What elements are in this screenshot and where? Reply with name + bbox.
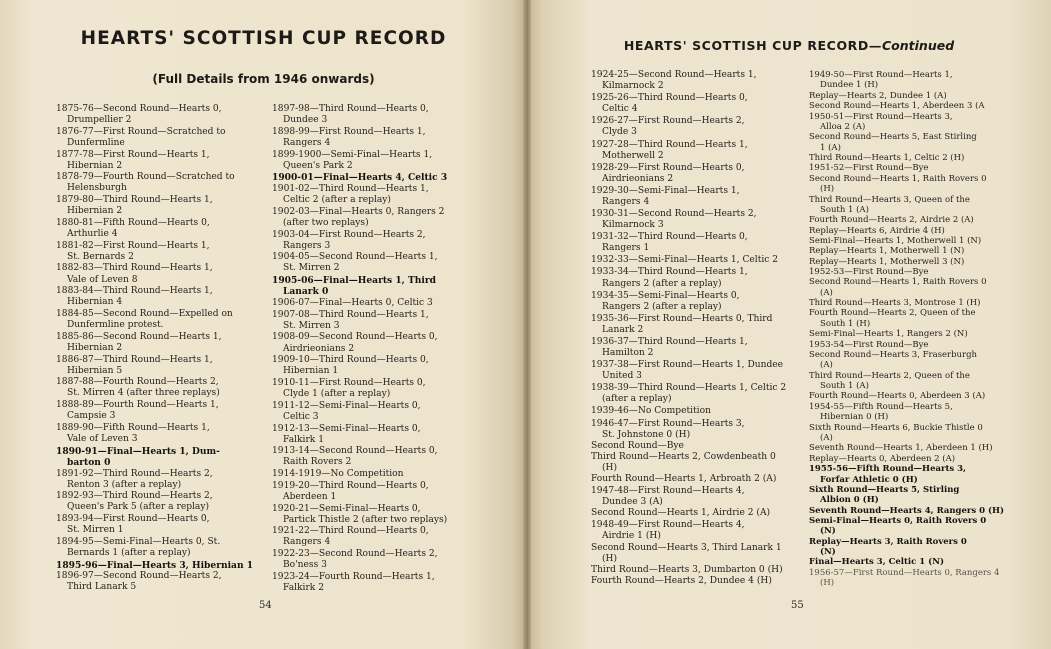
entry-line: 1886-87—Third Round—Hearts 1, bbox=[56, 354, 213, 365]
entry-line: 1934-35—Semi-Final—Hearts 0, bbox=[591, 290, 740, 301]
entry-line: Clyde 1 (after a replay) bbox=[283, 389, 391, 400]
season-entry bbox=[809, 163, 1049, 266]
title-continued-label: Continued bbox=[882, 38, 955, 53]
entry-line: Hamilton 2 bbox=[602, 348, 654, 359]
entry-line: 1894-95—Semi-Final—Hearts 0, St. bbox=[56, 536, 221, 547]
season-entry bbox=[591, 337, 803, 359]
season-entry bbox=[272, 172, 512, 183]
season-entry bbox=[272, 252, 512, 274]
entry-line: Falkirk 2 bbox=[283, 583, 324, 593]
entry-line: Queen's Park 2 bbox=[283, 160, 353, 171]
entry-line: St. Mirren 3 bbox=[283, 320, 340, 331]
season-entry bbox=[591, 486, 803, 519]
entry-line: 1922-23—Second Round—Hearts 2, bbox=[272, 549, 438, 560]
entry-line: Second Round—Hearts 3, Fraserburgh bbox=[809, 350, 977, 361]
entry-line: Semi-Final—Hearts 1, Rangers 2 (N) bbox=[809, 329, 968, 340]
entry-line: Celtic 2 (after a replay) bbox=[283, 195, 391, 206]
entry-line: Helensburgh bbox=[67, 183, 127, 194]
entry-line: Rangers 1 bbox=[602, 243, 650, 254]
right-column-1 bbox=[591, 70, 803, 588]
season-entry bbox=[56, 332, 266, 354]
entry-line: 1875-76—Second Round—Hearts 0, bbox=[56, 104, 222, 114]
entry-line: 1950-51—First Round—Hearts 3, bbox=[809, 111, 953, 122]
season-entry bbox=[56, 218, 266, 240]
entry-line: Dundee 3 (A) bbox=[602, 497, 663, 508]
entry-line: South 1 (A) bbox=[820, 204, 869, 215]
season-entry bbox=[272, 332, 512, 354]
entry-line: 1951-52—First Round—Bye bbox=[809, 163, 929, 174]
season-entry bbox=[56, 537, 266, 559]
entry-line: Rangers 4 bbox=[283, 137, 331, 148]
season-entry bbox=[272, 572, 512, 594]
entry-line: 1920-21—Semi-Final—Hearts 0, bbox=[272, 503, 421, 514]
entry-line: Arthurlie 4 bbox=[67, 229, 118, 239]
season-entry bbox=[56, 263, 266, 285]
entry-line: St. Johnstone 0 (H) bbox=[602, 429, 691, 440]
page-subtitle: (Full Details from 1946 onwards) bbox=[152, 72, 375, 86]
season-entry bbox=[56, 286, 266, 308]
season-entry bbox=[591, 520, 803, 587]
entry-line: 1899-1900—Semi-Final—Hearts 1, bbox=[272, 149, 433, 160]
entry-line: Fourth Round—Hearts 2, Airdrie 2 (A) bbox=[809, 215, 974, 226]
entry-line: Kilmarnock 2 bbox=[602, 81, 664, 92]
season-entry bbox=[809, 568, 1049, 589]
season-entry bbox=[56, 491, 266, 513]
season-entry bbox=[809, 464, 1049, 567]
entry-line: Airdrie 1 (H) bbox=[602, 531, 661, 542]
right-column-2 bbox=[809, 70, 1049, 589]
entry-line: Replay—Hearts 1, Motherwell 3 (N) bbox=[809, 256, 965, 267]
entry-line: Fourth Round—Hearts 0, Aberdeen 3 (A) bbox=[809, 391, 986, 402]
entry-line: 1885-86—Second Round—Hearts 1, bbox=[56, 331, 222, 342]
entry-line: 1906-07—Final—Hearts 0, Celtic 3 bbox=[272, 297, 433, 308]
season-entry bbox=[272, 184, 512, 206]
season-entry bbox=[591, 163, 803, 185]
entry-line: 1904-05—Second Round—Hearts 1, bbox=[272, 252, 438, 263]
entry-line: 1878-79—Fourth Round—Scratched to bbox=[56, 172, 235, 183]
entry-line: 1902-03—Final—Hearts 0, Rangers 2 bbox=[272, 206, 445, 217]
entry-line: 1937-38—First Round—Hearts 1, Dundee bbox=[591, 360, 784, 371]
season-entry bbox=[272, 446, 512, 468]
season-entry bbox=[56, 150, 266, 172]
entry-line: Fourth Round—Hearts 1, Arbroath 2 (A) bbox=[591, 474, 777, 485]
entry-line: 1954-55—Fifth Round—Hearts 5, bbox=[809, 401, 953, 412]
entry-line: (H) bbox=[820, 184, 835, 195]
season-entry bbox=[56, 309, 266, 331]
season-entry bbox=[56, 195, 266, 217]
entry-line: Hibernian 4 bbox=[67, 297, 123, 308]
entry-line: Third Round—Hearts 3, Montrose 1 (H) bbox=[809, 298, 981, 309]
entry-line: Renton 3 (after a replay) bbox=[67, 479, 182, 490]
entry-line: Sixth Round—Hearts 5, Stirling bbox=[809, 484, 960, 495]
entry-line: Final—Hearts 3, Celtic 1 (N) bbox=[809, 557, 944, 568]
entry-line: Rangers 3 bbox=[283, 240, 331, 251]
entry-line: 1897-98—Third Round—Hearts 0, bbox=[272, 104, 429, 114]
entry-line: 1929-30—Semi-Final—Hearts 1, bbox=[591, 185, 740, 196]
entry-line: 1948-49—First Round—Hearts 4, bbox=[591, 520, 745, 531]
season-entry bbox=[272, 401, 512, 423]
entry-line: Queen's Park 5 (after a replay) bbox=[67, 502, 210, 513]
entry-line: 1914-1919—No Competition bbox=[272, 469, 404, 480]
season-entry bbox=[56, 571, 266, 593]
entry-line: St. Bernards 2 bbox=[67, 251, 134, 262]
entry-line: Albion 0 (H) bbox=[820, 495, 879, 506]
entry-line: 1888-89—Fourth Round—Hearts 1, bbox=[56, 400, 219, 411]
entry-line: Partick Thistle 2 (after two replays) bbox=[283, 514, 448, 525]
page-number: 55 bbox=[791, 600, 804, 611]
entry-line: 1896-97—Second Round—Hearts 2, bbox=[56, 571, 222, 582]
entry-line: (H) bbox=[602, 462, 618, 473]
entry-line: Second Round—Bye bbox=[591, 440, 684, 451]
season-entry bbox=[56, 241, 266, 263]
entry-line: 1907-08—Third Round—Hearts 1, bbox=[272, 309, 429, 320]
entry-line: Hibernian 2 bbox=[67, 160, 123, 171]
entry-line: 1880-81—Fifth Round—Hearts 0, bbox=[56, 217, 210, 228]
entry-line: Third Round—Hearts 3, Dumbarton 0 (H) bbox=[591, 564, 783, 575]
entry-line: 1927-28—Third Round—Hearts 1, bbox=[591, 139, 748, 150]
entry-line: Airdrieonians 2 bbox=[283, 343, 355, 354]
entry-line: Seventh Round—Hearts 1, Aberdeen 1 (H) bbox=[809, 443, 993, 454]
entry-line: 1895-96—Final—Hearts 3, Hibernian 1 bbox=[56, 559, 254, 571]
entry-line: South 1 (H) bbox=[820, 318, 871, 329]
entry-line: United 3 bbox=[602, 371, 642, 382]
season-entry bbox=[56, 377, 266, 399]
entry-line: Hibernian 5 bbox=[67, 365, 123, 376]
entry-line: (H) bbox=[820, 578, 835, 589]
entry-line: Airdrieonians 2 bbox=[602, 173, 674, 184]
season-entry bbox=[56, 469, 266, 491]
entry-line: Hibernian 2 bbox=[67, 342, 123, 353]
season-entry bbox=[591, 116, 803, 138]
entry-line: Second Round—Hearts 1, Aberdeen 3 (A bbox=[809, 101, 985, 112]
entry-line: 1893-94—First Round—Hearts 0, bbox=[56, 514, 210, 525]
entry-line: Semi-Final—Hearts 1, Motherwell 1 (N) bbox=[809, 235, 982, 246]
entry-line: Celtic 3 bbox=[283, 411, 319, 422]
entry-line: 1956-57—First Round—Hearts 0, Rangers 4 bbox=[809, 567, 1000, 578]
entry-line: 1905-06—Final—Hearts 1, Third bbox=[272, 275, 436, 287]
season-entry bbox=[272, 424, 512, 446]
entry-line: 1946-47—First Round—Hearts 3, bbox=[591, 418, 745, 429]
entry-line: 1952-53—First Round—Bye bbox=[809, 267, 929, 278]
entry-line: (A) bbox=[820, 287, 833, 298]
season-entry bbox=[591, 291, 803, 313]
entry-line: 1883-84—Third Round—Hearts 1, bbox=[56, 286, 213, 297]
entry-line: (N) bbox=[820, 546, 836, 557]
entry-line: 1939-46—No Competition bbox=[591, 406, 711, 417]
entry-line: Vale of Leven 8 bbox=[67, 274, 138, 285]
entry-line: 1901-02—Third Round—Hearts 1, bbox=[272, 184, 429, 195]
season-entry bbox=[809, 267, 1049, 339]
entry-line: 1892-93—Third Round—Hearts 2, bbox=[56, 491, 213, 502]
entry-line: Vale of Leven 3 bbox=[67, 434, 138, 445]
entry-line: Dundee 1 (H) bbox=[820, 80, 879, 91]
entry-line: Fourth Round—Hearts 2, Dundee 4 (H) bbox=[591, 575, 772, 586]
entry-line: Dundee 3 bbox=[283, 115, 328, 126]
season-entry bbox=[56, 400, 266, 422]
entry-line: 1947-48—First Round—Hearts 4, bbox=[591, 486, 745, 497]
entry-line: Third Round—Hearts 2, Queen of the bbox=[809, 370, 970, 381]
entry-line: 1932-33—Semi-Final—Hearts 1, Celtic 2 bbox=[591, 255, 779, 266]
season-entry bbox=[591, 70, 803, 92]
entry-line: Kilmarnock 3 bbox=[602, 220, 664, 231]
entry-line: Third Round—Hearts 1, Celtic 2 (H) bbox=[809, 152, 965, 163]
entry-line: Replay—Hearts 3, Raith Rovers 0 bbox=[809, 536, 967, 547]
entry-line: 1949-50—First Round—Hearts 1, bbox=[809, 70, 953, 80]
season-entry bbox=[56, 514, 266, 536]
entry-line: (A) bbox=[820, 432, 833, 443]
entry-line: 1936-37—Third Round—Hearts 1, bbox=[591, 336, 748, 347]
entry-line: Aberdeen 1 bbox=[283, 491, 337, 502]
entry-line: (H) bbox=[602, 553, 618, 564]
entry-line: Forfar Athletic 0 (H) bbox=[820, 474, 918, 485]
entry-line: 1903-04—First Round—Hearts 2, bbox=[272, 229, 426, 240]
entry-line: Rangers 2 (after a replay) bbox=[602, 301, 722, 312]
title-main: HEARTS' SCOTTISH CUP RECORD— bbox=[623, 38, 882, 53]
entry-line: 1926-27—First Round—Hearts 2, bbox=[591, 116, 745, 127]
entry-line: 1953-54—First Round—Bye bbox=[809, 339, 929, 350]
entry-line: Second Round—Hearts 3, Third Lanark 1 bbox=[591, 542, 782, 553]
entry-line: Replay—Hearts 2, Dundee 1 (A) bbox=[809, 90, 947, 101]
entry-line: (after a replay) bbox=[602, 394, 672, 405]
season-entry bbox=[272, 378, 512, 400]
season-entry bbox=[591, 314, 803, 336]
entry-line: Hibernian 1 bbox=[283, 366, 339, 377]
season-entry bbox=[56, 423, 266, 445]
entry-line: 1879-80—Third Round—Hearts 1, bbox=[56, 195, 213, 206]
entry-line: 1889-90—Fifth Round—Hearts 1, bbox=[56, 422, 210, 433]
season-entry bbox=[591, 140, 803, 162]
season-entry bbox=[56, 446, 266, 468]
entry-line: 1930-31—Second Round—Hearts 2, bbox=[591, 209, 757, 220]
entry-line: 1928-29—First Round—Hearts 0, bbox=[591, 162, 745, 173]
entry-line: Clyde 3 bbox=[602, 127, 637, 138]
season-entry bbox=[591, 267, 803, 289]
entry-line: Semi-Final—Hearts 0, Raith Rovers 0 bbox=[809, 515, 987, 526]
season-entry bbox=[272, 230, 512, 252]
season-entry bbox=[809, 402, 1049, 464]
season-entry bbox=[809, 112, 1049, 164]
season-entry bbox=[272, 275, 512, 297]
entry-line: Replay—Hearts 0, Aberdeen 2 (A) bbox=[809, 453, 956, 464]
season-entry bbox=[591, 406, 803, 417]
season-entry bbox=[272, 504, 512, 526]
entry-line: Hibernian 0 (H) bbox=[820, 412, 889, 423]
entry-line: Lanark 2 bbox=[602, 324, 644, 335]
page-title-continued bbox=[527, 38, 1051, 53]
entry-line: St. Mirren 4 (after three replays) bbox=[67, 388, 220, 399]
season-entry bbox=[591, 419, 803, 486]
entry-line: 1900-01—Final—Hearts 4, Celtic 3 bbox=[272, 172, 448, 184]
entry-line: 1923-24—Fourth Round—Hearts 1, bbox=[272, 571, 435, 582]
left-column-1 bbox=[56, 104, 266, 594]
season-entry bbox=[591, 360, 803, 382]
entry-line: South 1 (A) bbox=[820, 381, 869, 392]
entry-line: Second Round—Hearts 1, Airdrie 2 (A) bbox=[591, 508, 771, 519]
season-entry bbox=[591, 232, 803, 254]
entry-line: 1933-34—Third Round—Hearts 1, bbox=[591, 267, 748, 278]
entry-line: 1924-25—Second Round—Hearts 1, bbox=[591, 70, 757, 80]
entry-line: (A) bbox=[820, 360, 833, 371]
entry-line: Rangers 4 bbox=[602, 196, 650, 207]
season-entry bbox=[56, 560, 266, 571]
entry-line: Hibernian 2 bbox=[67, 206, 123, 217]
entry-line: 1890-91—Final—Hearts 1, Dum- bbox=[56, 445, 220, 457]
entry-line: 1876-77—First Round—Scratched to bbox=[56, 126, 226, 137]
entry-line: 1882-83—Third Round—Hearts 1, bbox=[56, 263, 213, 274]
season-entry bbox=[272, 298, 512, 309]
season-entry bbox=[591, 186, 803, 208]
season-entry bbox=[809, 70, 1049, 111]
entry-line: Second Round—Hearts 1, Raith Rovers 0 bbox=[809, 277, 987, 288]
season-entry bbox=[56, 172, 266, 194]
entry-line: Lanark 0 bbox=[283, 286, 329, 298]
entry-line: 1935-36—First Round—Hearts 0, Third bbox=[591, 313, 773, 324]
entry-line: 1910-11—First Round—Hearts 0, bbox=[272, 377, 426, 388]
entry-line: (after two replays) bbox=[283, 217, 369, 228]
entry-line: St. Mirren 2 bbox=[283, 263, 340, 274]
entry-line: 1 (A) bbox=[820, 142, 841, 153]
entry-line: 1925-26—Third Round—Hearts 0, bbox=[591, 93, 748, 104]
season-entry bbox=[272, 104, 512, 126]
entry-line: 1912-13—Semi-Final—Hearts 0, bbox=[272, 423, 421, 434]
season-entry bbox=[272, 526, 512, 548]
entry-line: Raith Rovers 2 bbox=[283, 457, 352, 468]
page-title: HEARTS' SCOTTISH CUP RECORD bbox=[80, 28, 447, 49]
season-entry bbox=[591, 93, 803, 115]
entry-line: Rangers 4 bbox=[283, 537, 331, 548]
season-entry bbox=[272, 150, 512, 172]
entry-line: 1921-22—Third Round—Hearts 0, bbox=[272, 526, 429, 537]
entry-line: barton 0 bbox=[67, 456, 111, 468]
entry-line: 1955-56—Fifth Round—Hearts 3, bbox=[809, 464, 967, 475]
entry-line: 1887-88—Fourth Round—Hearts 2, bbox=[56, 377, 219, 388]
entry-line: St. Mirren 1 bbox=[67, 525, 124, 536]
entry-line: Fourth Round—Hearts 2, Queen of the bbox=[809, 308, 976, 319]
entry-line: 1884-85—Second Round—Expelled on bbox=[56, 309, 233, 320]
season-entry bbox=[56, 355, 266, 377]
entry-line: Sixth Round—Hearts 6, Buckie Thistle 0 bbox=[809, 422, 983, 433]
season-entry bbox=[591, 383, 803, 405]
entry-line: 1881-82—First Round—Hearts 1, bbox=[56, 240, 210, 251]
entry-line: Dunfermline protest. bbox=[67, 320, 164, 331]
season-entry bbox=[591, 255, 803, 266]
entry-line: Drumpellier 2 bbox=[67, 115, 132, 126]
season-entry bbox=[272, 355, 512, 377]
right-page bbox=[527, 0, 1051, 649]
entry-line: Rangers 2 (after a replay) bbox=[602, 278, 722, 289]
entry-line: 1909-10—Third Round—Hearts 0, bbox=[272, 355, 429, 366]
entry-line: Motherwell 2 bbox=[602, 150, 664, 161]
entry-line: 1911-12—Semi-Final—Hearts 0, bbox=[272, 400, 421, 411]
season-entry bbox=[272, 469, 512, 480]
entry-line: Replay—Hearts 6, Airdrie 4 (H) bbox=[809, 225, 945, 236]
season-entry bbox=[272, 207, 512, 229]
entry-line: 1938-39—Third Round—Hearts 1, Celtic 2 bbox=[591, 383, 787, 394]
entry-line: Alloa 2 (A) bbox=[820, 121, 866, 132]
season-entry bbox=[56, 104, 266, 126]
entry-line: 1891-92—Third Round—Hearts 2, bbox=[56, 468, 213, 479]
entry-line: 1898-99—First Round—Hearts 1, bbox=[272, 126, 426, 137]
season-entry bbox=[272, 481, 512, 503]
entry-line: Replay—Hearts 1, Motherwell 1 (N) bbox=[809, 246, 965, 257]
entry-line: 1919-20—Third Round—Hearts 0, bbox=[272, 480, 429, 491]
entry-line: 1931-32—Third Round—Hearts 0, bbox=[591, 232, 748, 243]
entry-line: Campsie 3 bbox=[67, 411, 116, 422]
page-number: 54 bbox=[259, 600, 272, 611]
entry-line: Third Round—Hearts 3, Queen of the bbox=[809, 194, 970, 205]
left-column-2 bbox=[272, 104, 512, 595]
season-entry bbox=[272, 310, 512, 332]
entry-line: Dunfermline bbox=[67, 137, 125, 148]
entry-line: 1913-14—Second Round—Hearts 0, bbox=[272, 446, 438, 457]
entry-line: Falkirk 1 bbox=[283, 434, 324, 445]
entry-line: Celtic 4 bbox=[602, 104, 638, 115]
entry-line: Bo'ness 3 bbox=[283, 560, 327, 571]
season-entry bbox=[809, 340, 1049, 402]
season-entry bbox=[272, 549, 512, 571]
season-entry bbox=[591, 209, 803, 231]
entry-line: Third Lanark 5 bbox=[67, 582, 137, 593]
entry-line: (N) bbox=[820, 526, 836, 537]
entry-line: Second Round—Hearts 1, Raith Rovers 0 bbox=[809, 173, 987, 184]
entry-line: Second Round—Hearts 5, East Stirling bbox=[809, 132, 977, 143]
entry-line: Bernards 1 (after a replay) bbox=[67, 547, 191, 558]
entry-line: Seventh Round—Hearts 4, Rangers 0 (H) bbox=[809, 505, 1005, 516]
season-entry bbox=[56, 127, 266, 149]
entry-line: 1877-78—First Round—Hearts 1, bbox=[56, 149, 210, 160]
entry-line: Third Round—Hearts 2, Cowdenbeath 0 bbox=[591, 451, 776, 462]
season-entry bbox=[272, 127, 512, 149]
entry-line: 1908-09—Second Round—Hearts 0, bbox=[272, 332, 438, 343]
book-gutter bbox=[523, 0, 531, 649]
